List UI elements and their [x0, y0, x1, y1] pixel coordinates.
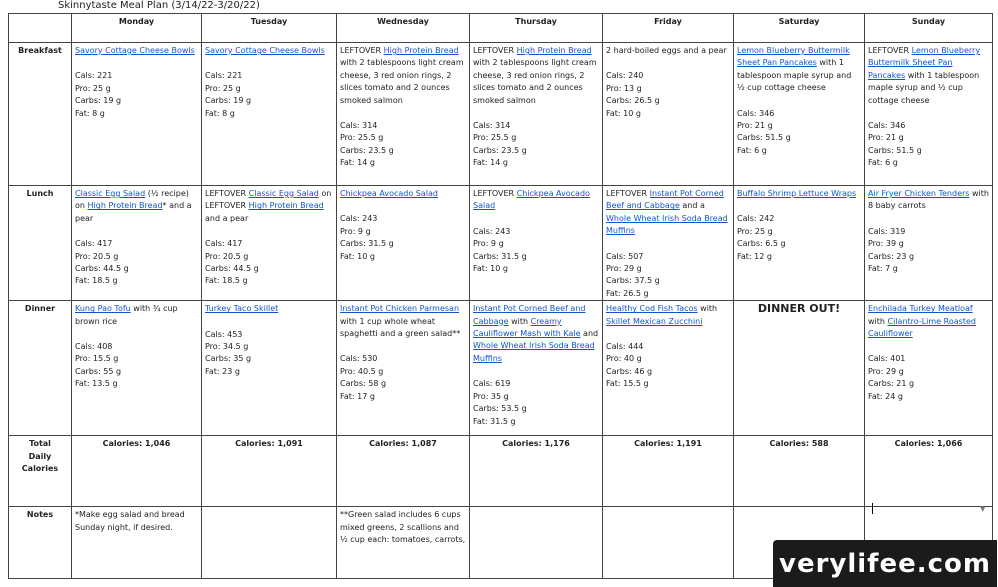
- spacer: [868, 107, 989, 120]
- lunch-cell[interactable]: [470, 186, 603, 301]
- nutrition-line: Pro: 25.5 g: [340, 133, 384, 143]
- spacer: [737, 200, 861, 213]
- nutrition-line: Fat: 10 g: [606, 108, 641, 118]
- nutrition-line: Pro: 15.5 g: [75, 354, 119, 364]
- meal-description: [205, 45, 333, 57]
- corner-cell: [9, 14, 72, 43]
- recipe-link[interactable]: Air Fryer Chicken Tenders: [868, 189, 970, 198]
- nutrition-line: Cals: 314: [473, 121, 511, 131]
- row-label-total-line1: Total: [29, 439, 51, 449]
- meal-description: [606, 188, 730, 238]
- nutrition-line: Carbs: 55 g: [75, 366, 122, 376]
- nutrition-line: Carbs: 44.5 g: [205, 264, 259, 274]
- nutrition-line: Cals: 221: [205, 71, 243, 81]
- nutrition-line: Fat: 12 g: [737, 251, 772, 261]
- meal-text: on LEFTOVER: [205, 189, 332, 211]
- nutrition-line: Fat: 8 g: [75, 108, 105, 118]
- document-title: Skinnytaste Meal Plan (3/14/22-3/20/22): [58, 0, 260, 11]
- nutrition-line: Fat: 26.5 g: [606, 288, 649, 298]
- day-header-wednesday: Wednesday: [337, 14, 470, 43]
- meal-text: * and a pear: [75, 201, 192, 223]
- spacer: [340, 340, 466, 353]
- daily-total-calories: Calories: 1,046: [72, 436, 202, 507]
- breakfast-cell[interactable]: [470, 43, 603, 186]
- nutrition-line: Fat: 7 g: [868, 264, 898, 274]
- nutrition-line: Carbs: 37.5 g: [606, 276, 660, 286]
- meal-description: [340, 303, 466, 340]
- breakfast-cell[interactable]: [734, 43, 865, 186]
- nutrition-line: Pro: 35 g: [473, 391, 509, 401]
- note-cell[interactable]: **Green salad includes 6 cups mixed greens, 2 scallions and ½ cup each: tomatoes, carrots,: [337, 507, 470, 579]
- nutrition-line: Pro: 40 g: [606, 354, 642, 364]
- nutrition-line: Cals: 242: [737, 214, 775, 224]
- lunch-cell[interactable]: [72, 186, 202, 301]
- spacer: [606, 238, 730, 251]
- day-header-monday: Monday: [72, 14, 202, 43]
- dinner-cell[interactable]: [72, 301, 202, 436]
- nutrition-line: Carbs: 46 g: [606, 366, 653, 376]
- meal-text: LEFTOVER: [473, 46, 517, 55]
- recipe-link[interactable]: Classic Egg Salad: [75, 189, 146, 198]
- spacer: [868, 213, 989, 226]
- nutrition-line: Cals: 314: [340, 121, 378, 131]
- breakfast-cell[interactable]: [202, 43, 337, 186]
- nutrition-line: Fat: 8 g: [205, 108, 235, 118]
- recipe-link[interactable]: Savory Cottage Cheese Bowls: [75, 46, 195, 55]
- nutrition-line: Cals: 408: [75, 342, 113, 352]
- spacer: [75, 57, 198, 70]
- recipe-link[interactable]: Turkey Taco Skillet: [205, 304, 279, 314]
- nutrition-line: Pro: 9 g: [340, 226, 371, 236]
- meal-description: [868, 45, 989, 107]
- nutrition-line: Fat: 15.5 g: [606, 379, 649, 389]
- meal-plan-table: [8, 13, 993, 579]
- dinner-cell[interactable]: [734, 301, 865, 436]
- recipe-link[interactable]: Kung Pao Tofu: [75, 304, 131, 314]
- meal-description: [473, 45, 599, 107]
- daily-total-calories: Calories: 1,091: [202, 436, 337, 507]
- meal-text: LEFTOVER: [868, 46, 912, 55]
- dinner-cell[interactable]: [865, 301, 993, 436]
- recipe-link[interactable]: High Protein Bread: [383, 46, 459, 55]
- nutrition-line: Cals: 444: [606, 342, 644, 352]
- nutrition-line: Fat: 17 g: [340, 391, 375, 401]
- breakfast-cell[interactable]: [865, 43, 993, 186]
- nutrition-line: Carbs: 31.5 g: [340, 239, 394, 249]
- meal-description: [606, 303, 730, 328]
- nutrition-line: Pro: 20.5 g: [205, 251, 249, 261]
- recipe-link[interactable]: Instant Pot Corned Beef and Cabbage: [473, 304, 586, 326]
- meal-description: [737, 188, 861, 200]
- nutrition-line: Fat: 18.5 g: [75, 276, 118, 286]
- meal-description: [868, 188, 989, 213]
- spacer: [473, 213, 599, 226]
- meal-description: [340, 45, 466, 107]
- note-cell[interactable]: *Make egg salad and bread Sunday night, if desired.: [72, 507, 202, 579]
- spacer: [868, 340, 989, 353]
- spacer: [340, 107, 466, 120]
- nutrition-line: Carbs: 44.5 g: [75, 264, 129, 274]
- breakfast-cell[interactable]: [337, 43, 470, 186]
- nutrition-line: Cals: 221: [75, 71, 113, 81]
- nutrition-line: Pro: 34.5 g: [205, 342, 249, 352]
- recipe-link[interactable]: Chickpea Avocado Salad: [473, 189, 590, 211]
- lunch-cell[interactable]: [734, 186, 865, 301]
- nutrition-line: Carbs: 19 g: [205, 96, 252, 106]
- meal-text: and a: [679, 201, 705, 211]
- note-cell[interactable]: [603, 507, 734, 579]
- meal-text: LEFTOVER: [606, 189, 650, 198]
- row-label-lunch: Lunch: [9, 186, 72, 301]
- dinner-cell[interactable]: [470, 301, 603, 436]
- day-header-thursday: Thursday: [470, 14, 603, 43]
- nutrition-line: Cals: 319: [868, 226, 906, 236]
- meal-text: with 1 tablespoon maple syrup and ½ cup cottage cheese: [868, 70, 980, 105]
- meal-description: [473, 303, 599, 365]
- day-header-sunday: Sunday: [865, 14, 993, 43]
- nutrition-line: Carbs: 51.5 g: [737, 133, 791, 143]
- breakfast-row: [9, 43, 993, 186]
- nutrition-line: Cals: 619: [473, 379, 511, 389]
- recipe-link[interactable]: Whole Wheat Irish Soda Bread Muffins: [606, 213, 728, 236]
- recipe-link[interactable]: Savory Cottage Cheese Bowls: [205, 46, 325, 55]
- spacer: [205, 57, 333, 70]
- meal-text: LEFTOVER: [205, 189, 249, 198]
- nutrition-line: Fat: 23 g: [205, 366, 240, 376]
- lunch-row: [9, 186, 993, 301]
- row-label-notes: Notes: [9, 507, 72, 579]
- nutrition-line: Carbs: 26.5 g: [606, 96, 660, 106]
- nutrition-line: Fat: 6 g: [737, 145, 767, 155]
- lunch-cell[interactable]: [603, 186, 734, 301]
- meal-text: (½ recipe) on: [75, 189, 189, 211]
- nutrition-line: Pro: 21 g: [737, 121, 773, 131]
- spacer: [75, 225, 198, 238]
- nutrition-line: Pro: 9 g: [473, 239, 504, 249]
- day-header-tuesday: Tuesday: [202, 14, 337, 43]
- nutrition-line: Cals: 243: [340, 214, 378, 224]
- recipe-link[interactable]: Whole Wheat Irish Soda Bread Muffins: [473, 341, 595, 363]
- recipe-link[interactable]: High Protein Bread: [516, 46, 592, 55]
- dinner-cell[interactable]: [603, 301, 734, 436]
- nutrition-line: Cals: 243: [473, 226, 511, 236]
- recipe-link[interactable]: Lemon Blueberry Buttermilk Sheet Pan Pancakes: [868, 46, 981, 80]
- meal-text: LEFTOVER: [473, 189, 517, 198]
- nutrition-line: Cals: 417: [205, 239, 243, 249]
- nutrition-line: Pro: 13 g: [606, 83, 642, 93]
- meal-description: [606, 45, 730, 57]
- breakfast-cell[interactable]: [72, 43, 202, 186]
- recipe-link[interactable]: Chickpea Avocado Salad: [340, 189, 438, 198]
- nutrition-line: Carbs: 6.5 g: [737, 239, 786, 249]
- nutrition-line: Cals: 507: [606, 251, 644, 261]
- recipe-link[interactable]: Enchilada Turkey Meatloaf: [868, 304, 973, 314]
- spacer: [205, 225, 333, 238]
- daily-total-calories: Calories: 1,191: [603, 436, 734, 507]
- spacer: [75, 328, 198, 341]
- meal-text: with 2 tablespoons light cream cheese, 3 red onion rings, 2 slices tomato and 2 ounces smoked salmon: [473, 58, 597, 105]
- spacer: [473, 107, 599, 120]
- meal-description: [75, 303, 198, 328]
- nutrition-line: Cals: 530: [340, 354, 378, 364]
- nutrition-line: Fat: 10 g: [473, 264, 508, 274]
- text-cursor: [872, 503, 873, 514]
- meal-text: 2 hard-boiled eggs and a pear: [606, 46, 727, 55]
- nutrition-line: Pro: 25 g: [75, 83, 111, 93]
- chevron-down-icon[interactable]: ▼: [980, 505, 986, 513]
- recipe-link[interactable]: Classic Egg Salad: [248, 189, 319, 198]
- nutrition-line: Carbs: 21 g: [868, 379, 915, 389]
- recipe-link[interactable]: Instant Pot Chicken Parmesan: [340, 304, 460, 314]
- nutrition-line: Pro: 29 g: [868, 366, 904, 376]
- recipe-link[interactable]: High Protein Bread: [87, 201, 163, 211]
- nutrition-line: Fat: 24 g: [868, 391, 903, 401]
- nutrition-line: Cals: 240: [606, 71, 644, 81]
- day-header-saturday: Saturday: [734, 14, 865, 43]
- header-row: [9, 14, 993, 43]
- recipe-link[interactable]: High Protein Bread: [248, 201, 324, 211]
- recipe-link[interactable]: Skillet Mexican Zucchini: [606, 316, 703, 326]
- recipe-link[interactable]: Lemon Blueberry Buttermilk Sheet Pan Pancakes: [737, 46, 850, 68]
- spacer: [606, 57, 730, 70]
- nutrition-line: Fat: 10 g: [340, 251, 375, 261]
- meal-text: with: [697, 304, 718, 314]
- note-cell[interactable]: [202, 507, 337, 579]
- day-header-friday: Friday: [603, 14, 734, 43]
- nutrition-line: Pro: 40.5 g: [340, 366, 384, 376]
- meal-text: and: [580, 329, 599, 339]
- meal-text: with 8 baby carrots: [868, 189, 989, 211]
- daily-total-calories: Calories: 1,087: [337, 436, 470, 507]
- row-label-total: [9, 436, 72, 507]
- nutrition-line: Fat: 14 g: [473, 158, 508, 168]
- meal-text: with ¾ cup brown rice: [75, 304, 178, 326]
- meal-description: [737, 45, 861, 95]
- nutrition-line: Fat: 18.5 g: [205, 276, 248, 286]
- nutrition-line: Carbs: 51.5 g: [868, 145, 922, 155]
- nutrition-line: Carbs: 19 g: [75, 96, 122, 106]
- nutrition-line: Pro: 25 g: [205, 83, 241, 93]
- recipe-link[interactable]: Instant Pot Corned Beef and Cabbage: [606, 189, 724, 211]
- lunch-cell[interactable]: [202, 186, 337, 301]
- dinner-out-label: DINNER OUT!: [757, 302, 841, 316]
- nutrition-line: Cals: 401: [868, 354, 906, 364]
- lunch-cell[interactable]: [865, 186, 993, 301]
- meal-description: [868, 303, 989, 340]
- meal-description: [75, 45, 198, 57]
- meal-text: with 1 cup whole wheat spaghetti and a green salad**: [340, 316, 461, 339]
- dinner-row: [9, 301, 993, 436]
- daily-total-calories: Calories: 588: [734, 436, 865, 507]
- recipe-link[interactable]: Creamy Cauliflower Mash with Kale: [473, 316, 581, 339]
- recipe-link[interactable]: Buffalo Shrimp Lettuce Wraps: [737, 189, 857, 198]
- spacer: [606, 328, 730, 341]
- lunch-cell[interactable]: [337, 186, 470, 301]
- nutrition-line: Cals: 453: [205, 329, 243, 339]
- spacer: [737, 95, 861, 108]
- nutrition-line: Pro: 20.5 g: [75, 251, 119, 261]
- meal-text: with 2 tablespoons light cream cheese, 3 red onion rings, 2 slices tomato and 2 ounces smoked salmon: [340, 58, 464, 105]
- meal-text: and a pear: [205, 213, 249, 223]
- nutrition-line: Cals: 346: [737, 108, 775, 118]
- nutrition-line: Pro: 25 g: [737, 226, 773, 236]
- row-label-breakfast: Breakfast: [9, 43, 72, 186]
- row-label-total-line3: Calories: [21, 464, 59, 474]
- nutrition-line: Pro: 25.5 g: [473, 133, 517, 143]
- meal-text: with: [508, 316, 531, 326]
- meal-text: with 1 tablespoon maple syrup and ½ cup cottage cheese: [737, 58, 852, 93]
- nutrition-line: Fat: 13.5 g: [75, 379, 118, 389]
- nutrition-line: Pro: 39 g: [868, 239, 904, 249]
- nutrition-line: Carbs: 35 g: [205, 354, 252, 364]
- row-label-total-line2: Daily: [28, 451, 52, 461]
- nutrition-line: Carbs: 31.5 g: [473, 251, 527, 261]
- nutrition-line: Cals: 417: [75, 239, 113, 249]
- recipe-link[interactable]: Healthy Cod Fish Tacos: [606, 304, 698, 314]
- meal-text: LEFTOVER: [340, 46, 384, 55]
- nutrition-line: Pro: 29 g: [606, 264, 642, 274]
- dinner-cell[interactable]: [202, 301, 337, 436]
- meal-text: with: [868, 316, 888, 326]
- daily-total-calories: Calories: 1,176: [470, 436, 603, 507]
- meal-description: [205, 303, 333, 315]
- nutrition-line: Fat: 31.5 g: [473, 416, 516, 426]
- spacer: [473, 365, 599, 378]
- recipe-link[interactable]: Cilantro-Lime Roasted Cauliflower: [868, 316, 976, 339]
- nutrition-line: Carbs: 23.5 g: [473, 145, 527, 155]
- nutrition-line: Pro: 21 g: [868, 133, 904, 143]
- spacer: [340, 200, 466, 213]
- nutrition-line: Cals: 346: [868, 121, 906, 131]
- spacer: [205, 316, 333, 329]
- nutrition-line: Carbs: 23 g: [868, 251, 915, 261]
- watermark-logo: verylifee.com: [773, 540, 997, 587]
- nutrition-line: Carbs: 58 g: [340, 379, 387, 389]
- meal-description: [473, 188, 599, 213]
- meal-description: [340, 188, 466, 200]
- daily-total-calories: Calories: 1,066: [865, 436, 993, 507]
- total-row: [9, 436, 993, 507]
- dinner-cell[interactable]: [337, 301, 470, 436]
- nutrition-line: Fat: 14 g: [340, 158, 375, 168]
- meal-description: [75, 188, 198, 225]
- row-label-dinner: Dinner: [9, 301, 72, 436]
- nutrition-line: Carbs: 23.5 g: [340, 145, 394, 155]
- nutrition-line: Fat: 6 g: [868, 158, 898, 168]
- meal-description: [205, 188, 333, 225]
- note-cell[interactable]: [470, 507, 603, 579]
- breakfast-cell[interactable]: [603, 43, 734, 186]
- nutrition-line: Carbs: 53.5 g: [473, 404, 527, 414]
